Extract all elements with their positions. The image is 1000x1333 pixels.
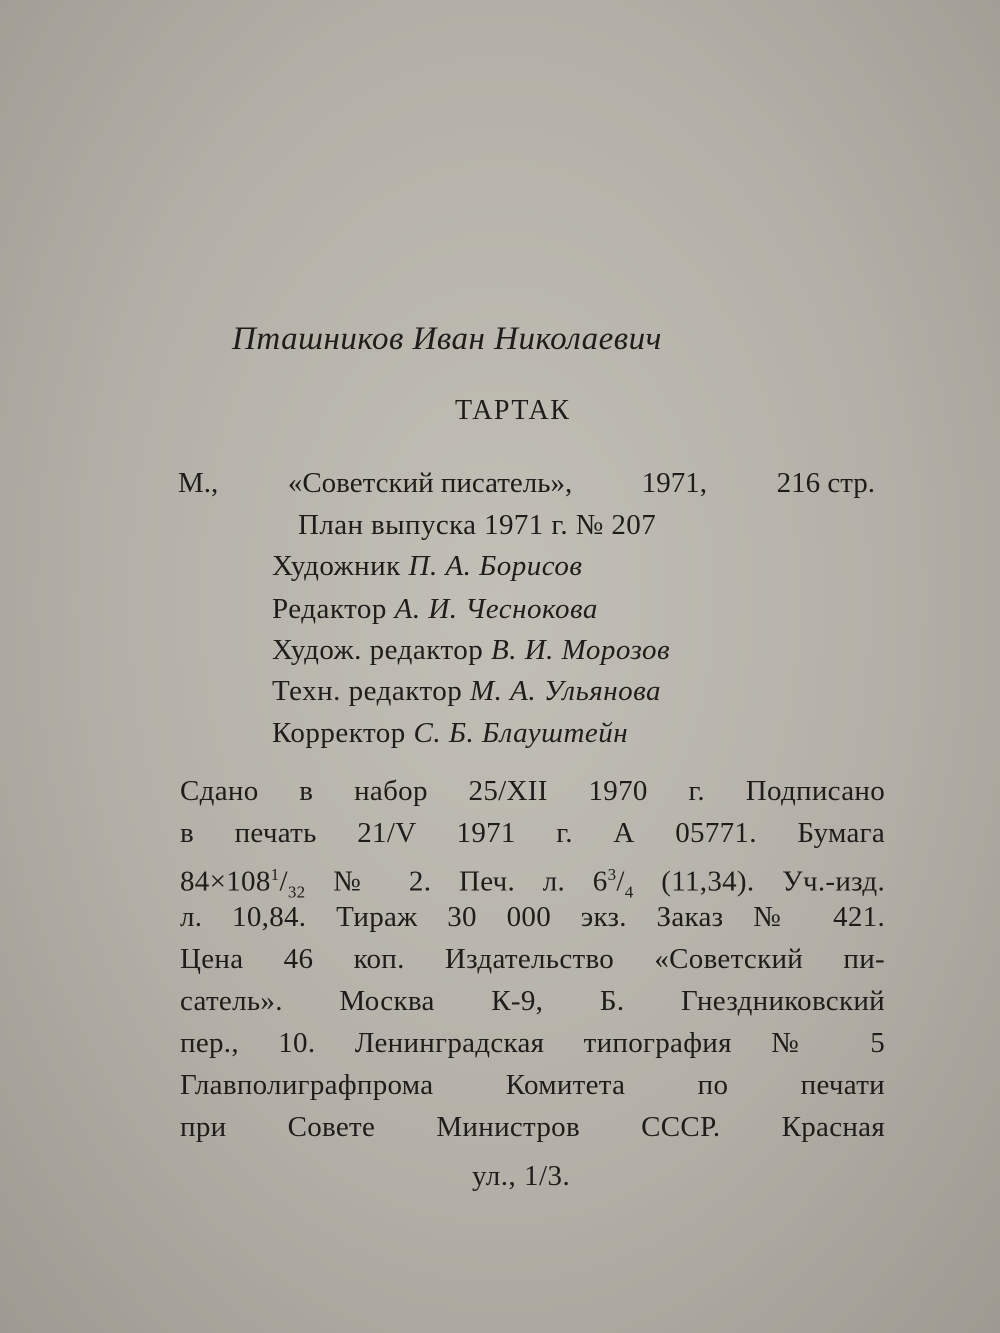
book-title: ТАРТАК xyxy=(455,395,571,426)
credit-name: М. А. Ульянова xyxy=(469,675,662,707)
fraction-denominator: 32 xyxy=(287,882,306,902)
imprint-line-1: Сдано в набор 25/XII 1970 г. Подписано xyxy=(180,775,885,807)
credit-role: Худож. редактор xyxy=(272,634,484,666)
credit-role: Художник xyxy=(272,550,401,582)
imprint-line-8: Главполиграфпрома Комитета по печати xyxy=(180,1069,885,1101)
imprint-line-6: сатель». Москва К-9, Б. Гнездниковский xyxy=(180,985,885,1017)
credit-role: Корректор xyxy=(272,717,406,749)
publication-info xyxy=(178,465,875,501)
credit-name: П. А. Борисов xyxy=(408,550,583,582)
credit-name: В. И. Морозов xyxy=(491,634,671,666)
imprint-line-7: пер., 10. Ленинградская типография № 5 xyxy=(180,1027,885,1059)
credit-name: С. Б. Блауштейн xyxy=(413,717,629,749)
credit-name: А. И. Чеснокова xyxy=(394,593,598,625)
credit-tech-editor xyxy=(272,673,661,709)
credit-proofreader xyxy=(272,715,628,751)
paper-format: 84×108 xyxy=(180,865,271,898)
fraction-numerator: 3 xyxy=(607,865,617,884)
imprint-line-9: при Совете Министров СССР. Красная xyxy=(180,1111,885,1143)
credit-role: Редактор xyxy=(272,593,387,625)
publication-publisher: «Советский писатель», xyxy=(287,467,573,499)
imprint-line-2: в печать 21/V 1971 г. А 05771. Бумага xyxy=(180,817,885,849)
publication-pages: 216 стр. xyxy=(776,467,875,499)
fraction-denominator: 4 xyxy=(624,882,634,902)
credit-role: Техн. редактор xyxy=(272,675,463,707)
publication-year: 1971, xyxy=(641,467,708,499)
fraction-numerator: 1 xyxy=(270,865,280,884)
release-plan: План выпуска 1971 г. № 207 xyxy=(298,509,657,541)
credit-artist xyxy=(272,548,583,584)
imprint-line-5: Цена 46 коп. Издательство «Советский пи- xyxy=(180,943,885,975)
author-name: Пташников Иван Николаевич xyxy=(232,321,662,357)
print-sheets: № 2. Печ. л. 6 xyxy=(305,865,608,898)
imprint-line-10: ул., 1/3. xyxy=(472,1160,571,1192)
credit-art-editor xyxy=(272,632,670,668)
imprint-line-3: $84\times 108^1/_{32}$ № 2. Печ. л. $6^3/_4$ (11,34). Уч.-изд. xyxy=(180,865,885,902)
publication-place: М., xyxy=(178,467,219,499)
credit-editor xyxy=(272,591,598,627)
publisher-sheets: (11,34). Уч.-изд. xyxy=(633,865,885,898)
imprint-line-4: л. 10,84. Тираж 30 000 экз. Заказ № 421. xyxy=(180,901,885,933)
